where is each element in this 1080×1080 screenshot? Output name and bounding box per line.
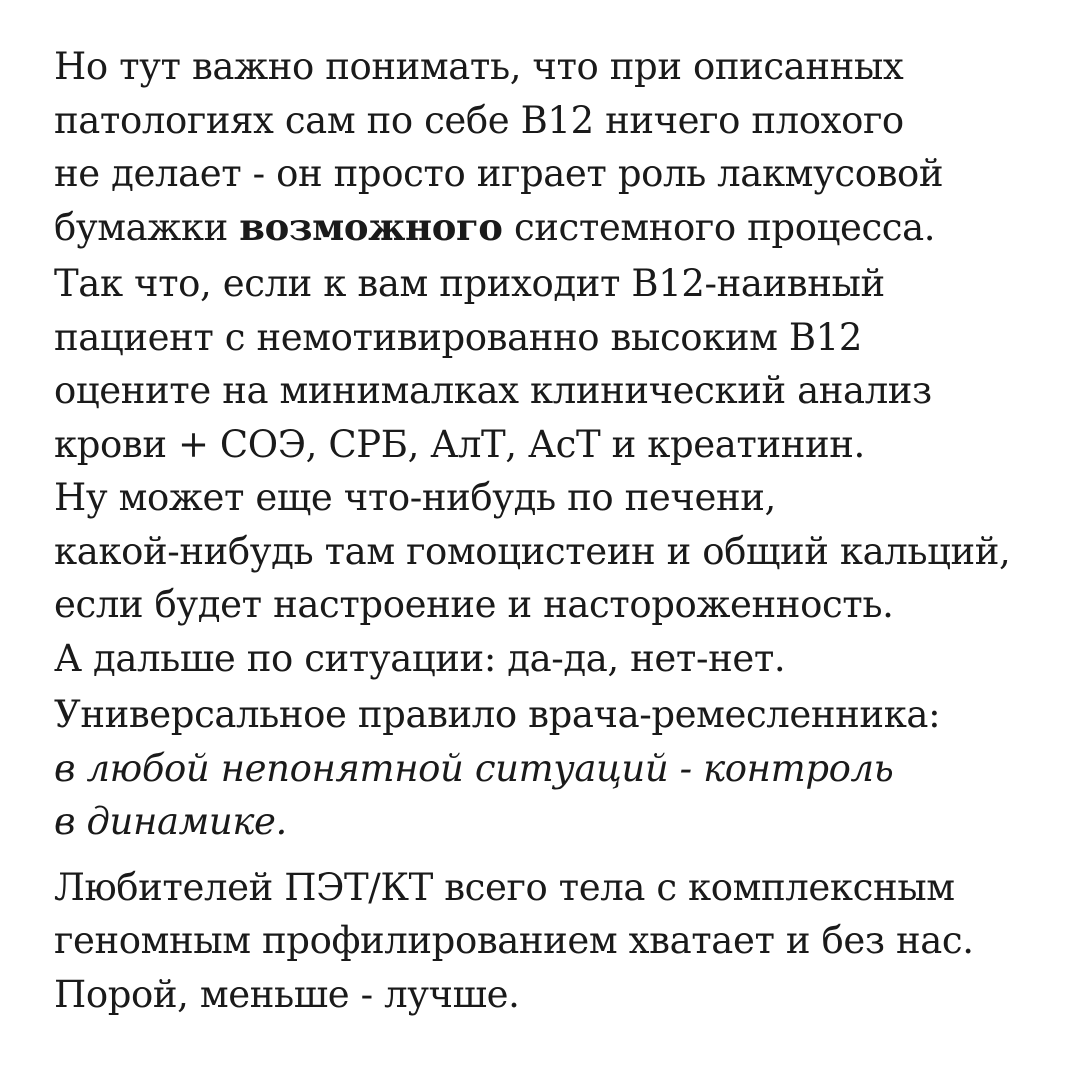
paragraph-4	[54, 861, 1054, 1022]
italic-line: в динамике.	[54, 800, 287, 843]
text-line: Ну может еще что-нибудь по печени,	[54, 476, 776, 519]
text-line: какой-нибудь там гомоцистеин и общий кальций,	[54, 529, 1011, 573]
text-line: не делает - он просто играет роль лакмусовой	[54, 152, 944, 195]
text-line: патологиях сам по себе B12 ничего плохого	[54, 98, 904, 142]
text-line: Так что, если к вам приходит B12-наивный	[54, 262, 885, 305]
paragraph-gap	[54, 849, 1054, 861]
bold-emphasis: возможного	[239, 204, 503, 249]
text-line: Но тут важно понимать, что при описанных	[54, 45, 904, 88]
text-line: Универсальное правило врача-ремесленника:	[54, 693, 941, 736]
text-line: крови + СОЭ, СРБ, АлТ, АсТ и креатинин.	[54, 422, 865, 466]
text-line: Порой, меньше - лучше.	[54, 972, 520, 1016]
text-line: геномным профилированием хватает и без нас.	[54, 919, 974, 962]
text-line	[54, 201, 1054, 255]
text-line: если будет настроение и настороженность.	[54, 583, 894, 626]
text-line: А дальше по ситуации: да-да, нет-нет.	[54, 636, 786, 680]
paragraph-3	[54, 688, 1054, 849]
italic-line: в любой непонятной ситуаций - контроль	[54, 746, 894, 790]
text-block	[54, 40, 1054, 1021]
text-span: системного процесса.	[502, 205, 936, 249]
paragraph-1	[54, 40, 1054, 254]
text-line: пациент с немотивированно высоким B12	[54, 315, 862, 359]
text-line: оцените на минималках клинический анализ	[54, 369, 932, 412]
text-line: Любителей ПЭТ/КТ всего тела с комплексным	[54, 865, 955, 909]
paragraph-2	[54, 257, 1054, 685]
text-span: бумажки	[54, 205, 240, 249]
